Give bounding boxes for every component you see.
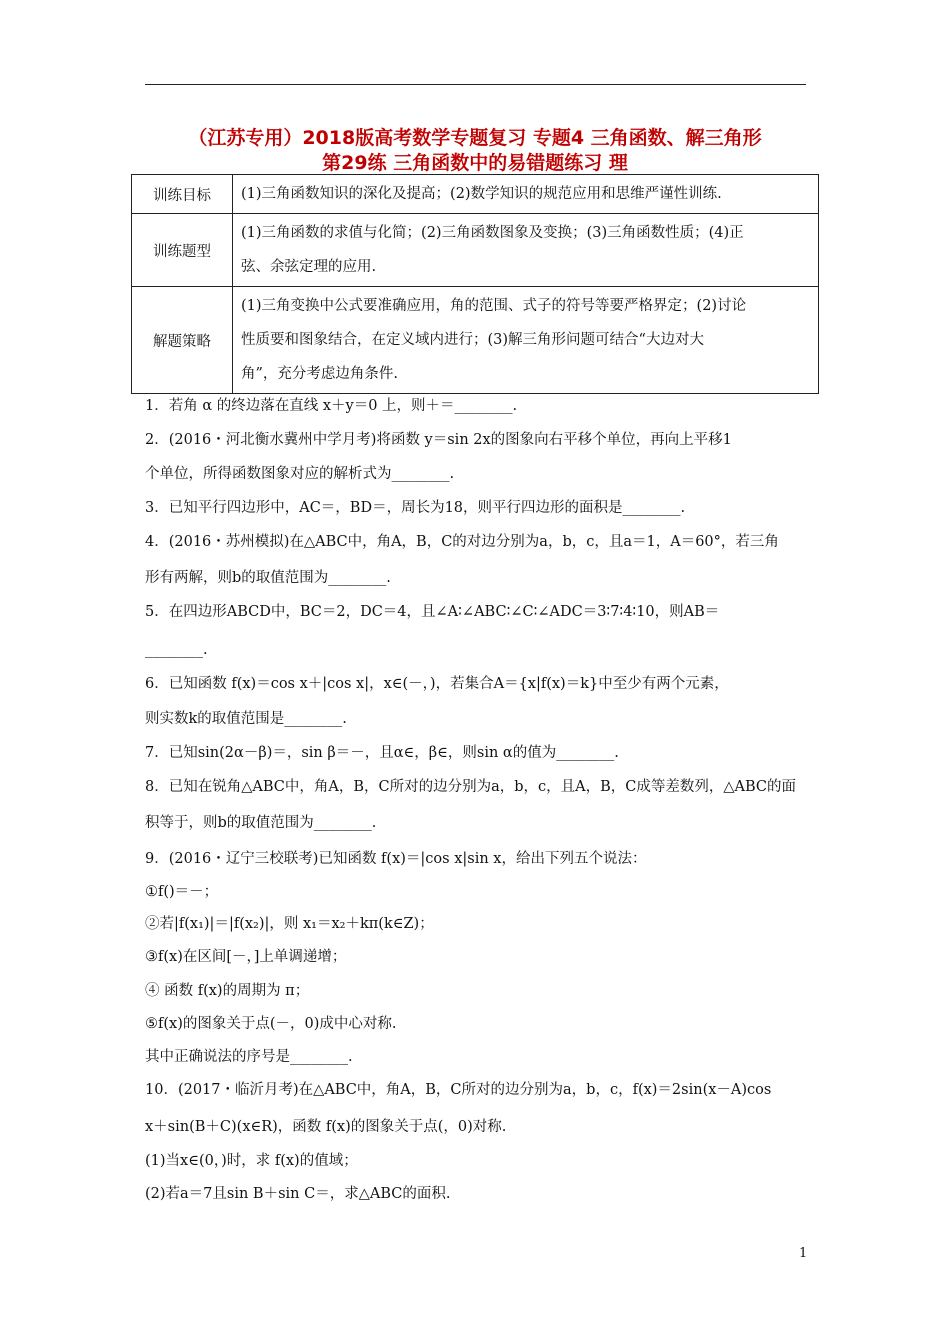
table-value [233, 287, 819, 394]
header-rule [145, 84, 806, 85]
question-line: 3．已知平行四边形中，AC＝，BD＝，周长为18，则平行四边形的面积是________. [145, 500, 686, 516]
table-row [132, 287, 819, 394]
table-label: 训练目标 [132, 175, 233, 214]
page-subtitle: 第29练 三角函数中的易错题练习 理 [322, 152, 628, 174]
table-label: 训练题型 [132, 214, 233, 287]
question-line: 1．若角 α 的终边落在直线 x＋y＝0 上，则＋＝________. [145, 398, 518, 414]
question-line: ④ 函数 f(x)的周期为 π； [145, 983, 310, 999]
question-line: 8．已知在锐角△ABC中，角A，B，C所对的边分别为a，b，c，且A，B，C成等差数列，△ABC的面 [145, 779, 796, 795]
table-line: 性质要和图象结合，在定义域内进行；(3)解三角形问题可结合“大边对大 [241, 332, 704, 348]
training-info-table [131, 174, 819, 394]
table-row [132, 214, 819, 287]
question-line: ⑤f(x)的图象关于点(－，0)成中心对称. [145, 1016, 397, 1032]
question-line: 4．(2016・苏州模拟)在△ABC中，角A，B，C的对边分别为a，b，c，且a＝1，A＝60°，若三角 [145, 534, 779, 550]
table-label: 解题策略 [132, 287, 233, 394]
question-line: 个单位，所得函数图象对应的解析式为________. [145, 466, 455, 482]
question-line: 形有两解，则b的取值范围为________. [145, 570, 391, 586]
question-line: ①f()＝－； [145, 884, 219, 900]
question-line: 2．(2016・河北衡水冀州中学月考)将函数 y＝sin 2x的图象向右平移个单位，再向上平移1 [145, 432, 732, 448]
question-line: ________. [145, 642, 208, 658]
table-row [132, 175, 819, 214]
table-line: (1)三角变换中公式要准确应用，角的范围、式子的符号等要严格界定；(2)讨论 [241, 298, 747, 314]
question-line: 则实数k的取值范围是________. [145, 711, 347, 727]
question-line: 积等于，则b的取值范围为________. [145, 815, 377, 831]
question-line: 5．在四边形ABCD中，BC＝2，DC＝4，且∠A∶∠ABC∶∠C∶∠ADC＝3∶7∶4∶10，则AB＝ [145, 604, 720, 620]
question-line: ③f(x)在区间[－，]上单调递增； [145, 949, 347, 965]
table-line: (1)三角函数的求值与化简；(2)三角函数图象及变换；(3)三角函数性质；(4)正 [241, 225, 744, 241]
question-line: ②若|f(x₁)|＝|f(x₂)|，则 x₁＝x₂＋kπ(k∈Z)； [145, 916, 434, 932]
table-line: 弦、余弦定理的应用. [241, 259, 377, 275]
question-line: 6．已知函数 f(x)＝cos x＋|cos x|，x∈(－，)，若集合A＝{x|f(x)＝k}中至少有两个元素， [145, 676, 729, 692]
question-line: x＋sin(B＋C)(x∈R)，函数 f(x)的图象关于点(，0)对称. [145, 1119, 507, 1135]
page-title: （江苏专用）2018版高考数学专题复习 专题4 三角函数、解三角形 [188, 127, 762, 149]
question-line: 其中正确说法的序号是________. [145, 1049, 353, 1065]
table-value [233, 175, 819, 214]
table-line: (1)三角函数知识的深化及提高；(2)数学知识的规范应用和思维严谨性训练. [241, 186, 722, 202]
table-value [233, 214, 819, 287]
question-line: 9．(2016・辽宁三校联考)已知函数 f(x)＝|cos x|sin x，给出下列五个说法： [145, 851, 647, 867]
question-line: 7．已知sin(2α－β)＝，sin β＝－，且α∈，β∈，则sin α的值为________. [145, 745, 619, 761]
question-line: 10．(2017・临沂月考)在△ABC中，角A，B，C所对的边分别为a，b，c，f(x)＝2sin(x－A)cos [145, 1082, 772, 1098]
question-line: (1)当x∈(0，)时，求 f(x)的值域； [145, 1153, 358, 1169]
table-line: 角”，充分考虑边角条件. [241, 366, 399, 382]
question-line: (2)若a＝7且sin B＋sin C＝，求△ABC的面积. [145, 1186, 451, 1202]
page-number: 1 [799, 1246, 808, 1261]
